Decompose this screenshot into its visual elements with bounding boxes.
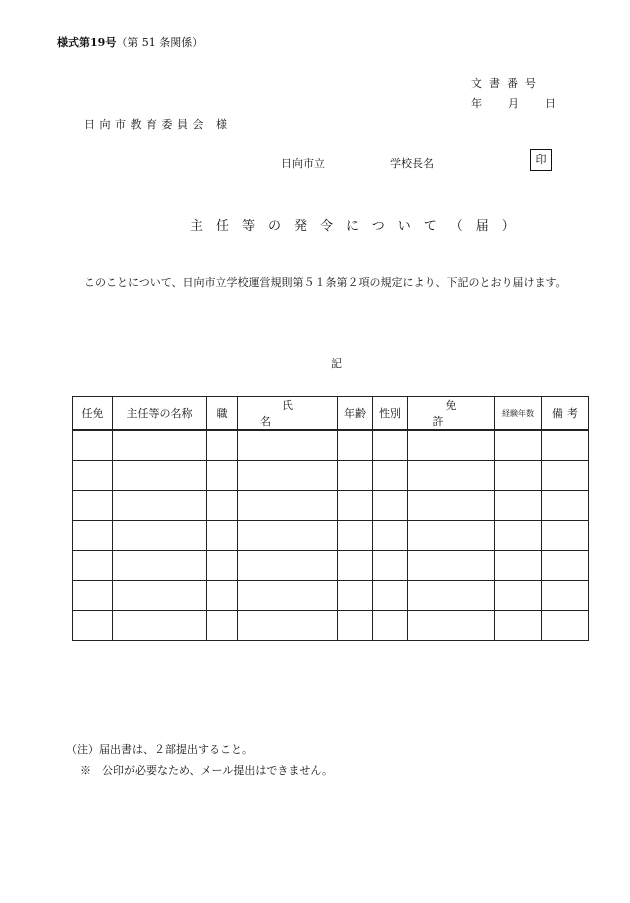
date-line	[471, 95, 556, 111]
table-cell	[542, 611, 589, 641]
col-header-license: 免許	[408, 397, 495, 431]
table-cell	[408, 491, 495, 521]
table-row	[73, 551, 589, 581]
addressee: 日向市教育委員会 様	[84, 118, 232, 131]
table-cell	[207, 521, 238, 551]
table-cell	[73, 430, 113, 461]
table-cell	[113, 430, 207, 461]
table-cell	[113, 491, 207, 521]
date-day-label: 日	[545, 97, 556, 110]
table-cell	[338, 430, 373, 461]
table-cell	[495, 521, 542, 551]
table-cell	[73, 461, 113, 491]
table-cell	[408, 461, 495, 491]
table-cell	[373, 611, 408, 641]
table-row	[73, 611, 589, 641]
table-cell	[207, 581, 238, 611]
seal-box: 印	[530, 149, 552, 171]
table-cell	[542, 491, 589, 521]
col-header-remarks: 備考	[542, 397, 589, 431]
table-cell	[238, 551, 338, 581]
table-cell	[238, 461, 338, 491]
table-cell	[495, 491, 542, 521]
document-number-label: 文書番号	[471, 77, 543, 90]
form-number	[57, 34, 203, 50]
table-cell	[373, 551, 408, 581]
table-cell	[495, 611, 542, 641]
table-cell	[373, 581, 408, 611]
table-cell	[113, 551, 207, 581]
table-cell	[495, 461, 542, 491]
table-cell	[373, 430, 408, 461]
table-cell	[338, 521, 373, 551]
table-cell	[408, 581, 495, 611]
table-cell	[408, 551, 495, 581]
table-cell	[408, 430, 495, 461]
table-cell	[338, 581, 373, 611]
table-row	[73, 581, 589, 611]
col-header-age: 年齢	[338, 397, 373, 431]
table-cell	[207, 551, 238, 581]
table-cell	[113, 611, 207, 641]
table-cell	[238, 581, 338, 611]
table-cell	[338, 491, 373, 521]
sender-principal-label: 学校長名	[390, 157, 434, 170]
table-body	[73, 430, 589, 641]
table-cell	[207, 461, 238, 491]
table-cell	[542, 581, 589, 611]
form-number-value: 19	[90, 36, 106, 49]
table-cell	[238, 521, 338, 551]
form-number-prefix: 様式第	[57, 36, 90, 49]
table-cell	[238, 491, 338, 521]
table-cell	[542, 521, 589, 551]
table-row	[73, 491, 589, 521]
note-submission: （注）届出書は、２部提出すること。	[66, 743, 253, 756]
col-header-experience: 経験年数	[495, 397, 542, 431]
table-cell	[338, 461, 373, 491]
table-cell	[73, 491, 113, 521]
form-number-suffix: 号	[105, 36, 117, 49]
table-cell	[542, 461, 589, 491]
table-cell	[408, 611, 495, 641]
table-row	[73, 461, 589, 491]
table-cell	[495, 430, 542, 461]
table-cell	[408, 521, 495, 551]
table-cell	[238, 611, 338, 641]
ki-label: 記	[331, 357, 342, 370]
table-cell	[207, 491, 238, 521]
body-paragraph: このことについて、日向市立学校運営規則第５１条第２項の規定により、下記のとおり届けます。	[84, 276, 567, 289]
table-cell	[373, 491, 408, 521]
date-year-label: 年	[471, 97, 482, 110]
appointment-table	[72, 396, 589, 641]
table-cell	[373, 521, 408, 551]
table-cell	[113, 581, 207, 611]
table-header-row	[73, 397, 589, 431]
table-cell	[542, 551, 589, 581]
table-cell	[207, 611, 238, 641]
document-title: 主任等の発令について（届）	[190, 219, 528, 234]
table-cell	[495, 551, 542, 581]
col-header-name: 氏名	[238, 397, 338, 431]
table-cell	[542, 430, 589, 461]
table-row	[73, 521, 589, 551]
form-relation: （第 51 条関係）	[116, 36, 204, 49]
table-cell	[373, 461, 408, 491]
table-cell	[338, 551, 373, 581]
col-header-gender: 性別	[373, 397, 408, 431]
sender-city: 日向市立	[281, 157, 325, 170]
note-no-email: ※ 公印が必要なため、メール提出はできません。	[80, 764, 333, 777]
table-cell	[73, 611, 113, 641]
col-header-appointment: 任免	[73, 397, 113, 431]
table-cell	[113, 521, 207, 551]
table-cell	[338, 611, 373, 641]
date-month-label: 月	[508, 97, 519, 110]
col-header-position-name: 主任等の名称	[113, 397, 207, 431]
table-cell	[73, 581, 113, 611]
table-cell	[495, 581, 542, 611]
table-cell	[113, 461, 207, 491]
table-cell	[207, 430, 238, 461]
col-header-job: 職	[207, 397, 238, 431]
table-cell	[238, 430, 338, 461]
table-cell	[73, 521, 113, 551]
table-row	[73, 430, 589, 461]
table-cell	[73, 551, 113, 581]
